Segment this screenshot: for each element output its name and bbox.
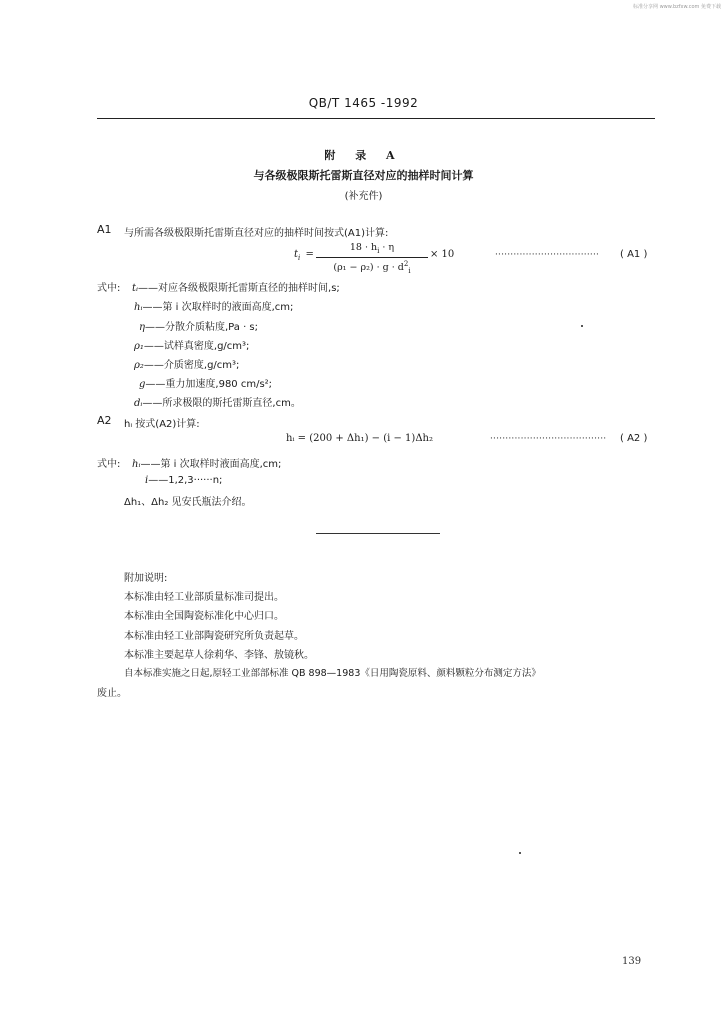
watermark: 标准分享网 www.bzfxw.com 免费下载	[633, 4, 721, 10]
section-divider	[316, 533, 440, 534]
scan-speck	[519, 852, 521, 854]
formula-a1-denominator: $(\rho_1 - \rho_2) \cdot g \cdot d^2_i$	[333, 259, 411, 275]
where-item-a1-t: tᵢ——对应各级极限斯托雷斯直径的抽样时间,s;	[132, 283, 340, 294]
page-number: 139	[622, 956, 642, 967]
section-a1-number: A1	[97, 223, 112, 236]
where-item-a1-eta: η——分散介质粘度,Pa · s;	[139, 322, 259, 333]
formula-a1-leader: ··································	[495, 250, 600, 260]
remark-line: 本标准由轻工业部陶瓷研究所负责起草。	[124, 631, 304, 642]
formula-a2-expression: hᵢ = (200 + Δh₁) − (i − 1)Δh₂	[286, 433, 433, 444]
document-code-header: QB/T 1465 -1992	[308, 96, 419, 110]
formula-a1-tail: × 10	[430, 249, 455, 260]
additional-heading: 附加说明:	[124, 573, 168, 584]
scan-speck	[581, 325, 583, 327]
formula-a1-numerator: $18 \cdot h_i \cdot \eta$	[349, 242, 395, 255]
section-a1-text: 与所需各级极限斯托雷斯直径对应的抽样时间按式(A1)计算:	[124, 228, 389, 239]
formula-a1-lhs: $t_i$ =	[294, 249, 314, 262]
remark-line: 废止。	[97, 688, 127, 699]
where-prefix-a2: 式中:	[97, 459, 121, 470]
where-item-a1-d: dᵢ——所求极限的斯托雷斯直径,cm。	[134, 398, 301, 409]
appendix-label: 附 录 A	[324, 149, 403, 162]
formula-a2-label: ( A2 )	[620, 433, 648, 444]
where-item-a1-rho2: ρ₂——介质密度,g/cm³;	[134, 360, 240, 371]
section-a2-number: A2	[97, 414, 112, 427]
remark-line: 本标准主要起草人徐莉华、李锋、敖镜秋。	[124, 650, 314, 661]
appendix-title: 与各级极限斯托雷斯直径对应的抽样时间计算	[253, 169, 474, 182]
appendix-subtitle: (补充件)	[344, 191, 383, 202]
where-item-a1-rho1: ρ₁——试样真密度,g/cm³;	[134, 341, 250, 352]
formula-a2-leader: ······································	[490, 434, 607, 444]
formula-a1-fraction	[316, 242, 428, 275]
remark-line: 自本标准实施之日起,原轻工业部部标准 QB 898—1983《日用陶瓷原料、颜料颗粒分布测定方法》	[124, 668, 541, 679]
where-prefix-a1: 式中:	[97, 283, 121, 294]
remark-line: 本标准由轻工业部质量标准司提出。	[124, 592, 284, 603]
section-a2-text: hᵢ 按式(A2)计算:	[124, 419, 200, 430]
formula-a1-label: ( A1 )	[620, 249, 648, 260]
where-item-a1-g: g——重力加速度,980 cm/s²;	[139, 379, 273, 390]
where-item-a2-h: hᵢ——第 i 次取样时液面高度,cm;	[132, 459, 282, 470]
where-item-a1-h: hᵢ——第 i 次取样时的液面高度,cm;	[134, 302, 294, 313]
section-a2-note: Δh₁、Δh₂ 见安氏瓶法介绍。	[124, 497, 252, 508]
remark-line: 本标准由全国陶瓷标准化中心归口。	[124, 611, 284, 622]
header-rule	[97, 118, 655, 119]
where-item-a2-i: i——1,2,3······n;	[145, 475, 223, 486]
